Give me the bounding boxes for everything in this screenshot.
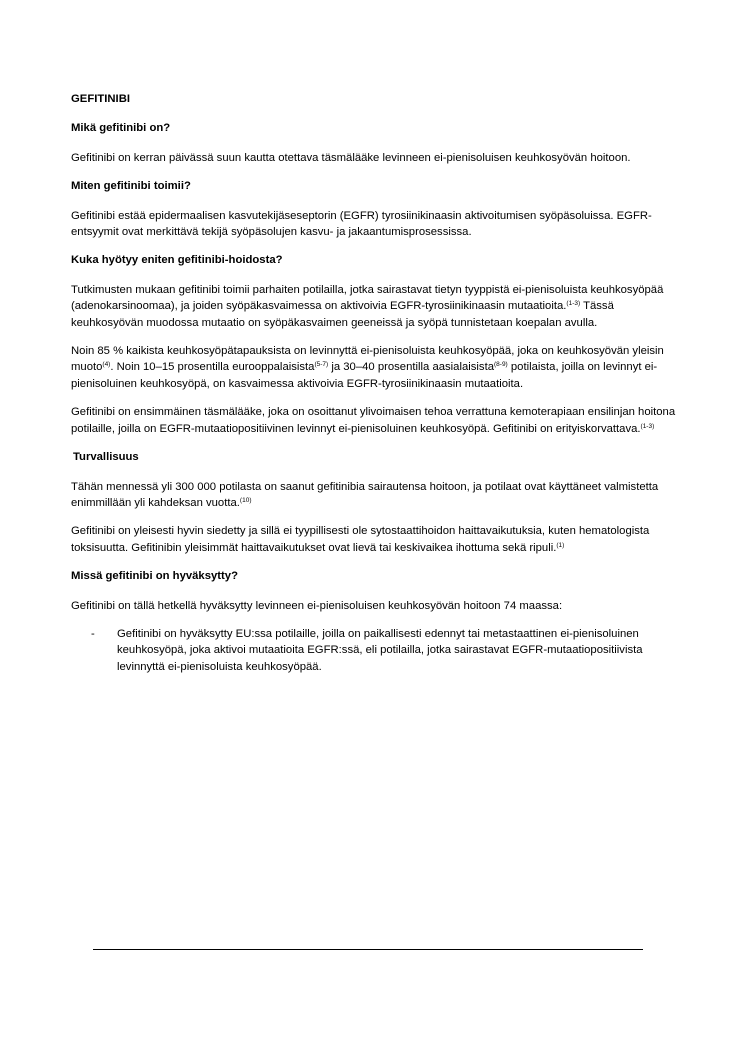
list-item bbox=[71, 626, 681, 675]
text-span: . Noin 10–15 prosentilla eurooppalaisista bbox=[110, 361, 315, 374]
reference-superscript: (1-3) bbox=[566, 300, 581, 308]
reference-superscript: (1) bbox=[556, 541, 565, 549]
document-body bbox=[71, 91, 681, 675]
heading-what-is: Mikä gefitinibi on? bbox=[71, 122, 171, 135]
paragraph-safety-1 bbox=[71, 479, 681, 512]
paragraph-who-benefits-3 bbox=[71, 404, 681, 437]
text-span: Noin 85 % kaikista keuhkosyöpätapauksista on levinnyttä ei-pienisoluista keuhkosyöpää, joka on keuhkosyövän yleisin muoto bbox=[71, 345, 664, 374]
text-span: Gefitinibi on ensimmäinen täsmälääke, joka on osoittanut ylivoimaisen tehoa verrattuna kemoterapiaan ensilinjan hoitona potilaille, joilla on EGFR-mutaatiopositiivinen levinnyt ei-pienisoluinen keuhkosyöpä. Gefitinibi on erityiskorvattava. bbox=[71, 406, 676, 435]
heading-where-approved: Missä gefitinibi on hyväksytty? bbox=[71, 570, 238, 583]
paragraph-safety-2 bbox=[71, 523, 681, 556]
text-span: ja 30–40 prosentilla aasialaisista bbox=[328, 361, 494, 374]
text-span: Gefitinibi on yleisesti hyvin siedetty ja sillä ei tyypillisesti ole sytostaattihoidon haittavaikutuksia, kuten hematologista toksisuutta. Gefitinibin yleisimmät haittavaikutukset ovat lievä tai keskivaikea ihottuma sekä ripuli. bbox=[71, 525, 650, 554]
text-span: potilaista, joilla on levinnyt ei-pienisoluinen keuhkosyöpä, on kasvaimessa aktivoivia EGFR-tyrosiinikinaasin mutaatioita. bbox=[71, 361, 658, 390]
paragraph-who-benefits-1 bbox=[71, 282, 681, 331]
list-bullet: - bbox=[91, 627, 95, 640]
document-title: GEFITINIBI bbox=[71, 93, 130, 105]
text-span: Tässä keuhkosyövän muodossa mutaatio on syöpäkasvaimen geeneissä ja syöpä tunnistetaan koepalan avulla. bbox=[71, 300, 614, 329]
reference-superscript: (1-3) bbox=[640, 422, 655, 430]
footer-divider-line bbox=[93, 949, 643, 950]
text-span: Tähän mennessä yli 300 000 potilasta on saanut gefitinibia sairautensa hoitoon, ja potilaat ovat käyttäneet valmistetta enimmillään yli kahdeksan vuotta. bbox=[71, 480, 659, 509]
paragraph-who-benefits-2 bbox=[71, 343, 681, 392]
heading-who-benefits: Kuka hyötyy eniten gefitinibi-hoidosta? bbox=[71, 254, 283, 267]
list-item-text: Gefitinibi on hyväksytty EU:ssa potilaille, joilla on paikallisesti edennyt tai metastaattinen ei-pienisoluinen keuhkosyöpä, joka aktivoi mutaatioita EGFR:ssä, eli potilailla, jotka sairastavat EGFR-mutaatiopositiivista levinnyttä ei-pienisoluista keuhkosyöpää. bbox=[117, 627, 643, 673]
reference-superscript: (10) bbox=[239, 496, 252, 504]
paragraph-how-it-works: Gefitinibi estää epidermaalisen kasvutekijäseseptorin (EGFR) tyrosiinikinaasin aktivoitumisen syöpäsoluissa. EGFR-entsyymit ovat merkittävä tekijä syöpäsolujen kasvu- ja jakaantumisprosessissa. bbox=[71, 209, 652, 239]
paragraph-where-approved: Gefitinibi on tällä hetkellä hyväksytty levinneen ei-pienisoluisen keuhkosyövän hoitoon 74 maassa: bbox=[71, 599, 563, 612]
text-span: Tutkimusten mukaan gefitinibi toimii parhaiten potilailla, jotka sairastavat tietyn tyyppistä ei-pienisoluista keuhkosyöpää (adenokarsinoomaa), ja joiden syöpäkasvaimessa on aktivoivia EGFR-tyrosiinikinaasin mutaatioita. bbox=[71, 283, 664, 313]
approval-list bbox=[71, 626, 681, 675]
reference-superscript: (5-7) bbox=[314, 361, 329, 369]
reference-superscript: (4) bbox=[102, 361, 111, 369]
paragraph-what-is: Gefitinibi on kerran päivässä suun kautta otettava täsmälääke levinneen ei-pienisoluisen keuhkosyövän hoitoon. bbox=[71, 151, 631, 164]
heading-how-it-works: Miten gefitinibi toimii? bbox=[71, 180, 191, 193]
reference-superscript: (8-9) bbox=[494, 361, 508, 369]
heading-safety: Turvallisuus bbox=[73, 451, 139, 464]
